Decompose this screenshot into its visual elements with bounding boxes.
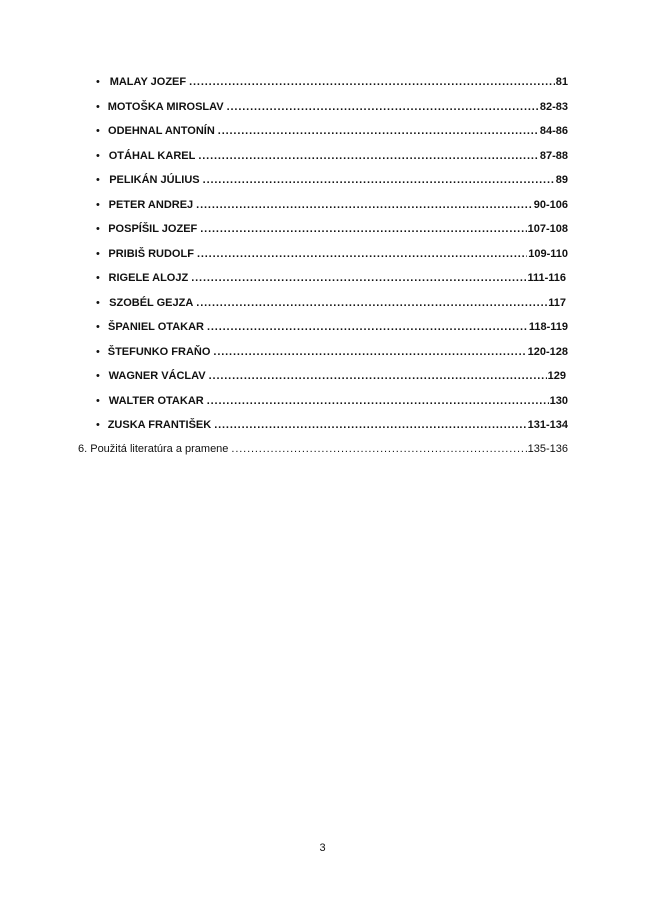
- toc-entry-name: PELIKÁN JÚLIUS: [109, 174, 200, 186]
- toc-entry-name: POSPÍŠIL JOZEF: [108, 223, 198, 235]
- toc-section-entry: [78, 441, 568, 457]
- toc-entry-pages: 120-128: [527, 346, 568, 358]
- toc-entry-name: RIGELE ALOJZ: [108, 272, 189, 284]
- toc-entry: [96, 221, 568, 237]
- dot-leader: [218, 123, 539, 139]
- toc-entry-pages: 90-106: [533, 199, 568, 211]
- dot-leader: [196, 295, 547, 311]
- toc-entry-name: WAGNER VÁCLAV: [108, 370, 206, 382]
- toc-entry-name: OTÁHAL KAREL: [108, 150, 196, 162]
- toc-entry: [96, 172, 568, 188]
- toc-entry-pages: 117: [548, 297, 566, 309]
- bullet-icon: •: [96, 321, 100, 333]
- toc-entry-name: PETER ANDREJ: [108, 199, 194, 211]
- toc-entry-pages: 131-134: [527, 419, 568, 431]
- bullet-icon: •: [96, 370, 100, 382]
- bullet-icon: •: [96, 223, 100, 235]
- toc-entry: [96, 197, 568, 213]
- toc-entry-pages: 87-88: [539, 150, 568, 162]
- bullet-icon: •: [96, 248, 100, 260]
- dot-leader: [198, 148, 539, 164]
- toc-entry-pages: 129: [547, 370, 566, 382]
- bullet-icon: •: [96, 125, 100, 137]
- toc-entry: [96, 99, 568, 115]
- bullet-icon: •: [96, 297, 100, 309]
- dot-leader: [207, 393, 549, 409]
- dot-leader: [189, 74, 555, 90]
- toc-entry-name: MALAY JOZEF: [109, 76, 187, 88]
- toc-entry-pages: 82-83: [539, 101, 568, 113]
- toc-entry-name: PRIBIŠ RUDOLF: [108, 248, 194, 260]
- toc-entry: [96, 270, 566, 286]
- dot-leader: [227, 99, 539, 115]
- dot-leader: [196, 197, 533, 213]
- dot-leader: [231, 441, 526, 457]
- bullet-icon: •: [96, 150, 100, 162]
- toc-entry-pages: 111-116: [527, 272, 566, 284]
- toc-entry-pages: 107-108: [527, 223, 568, 235]
- toc-entry-pages: 89: [555, 174, 568, 186]
- toc-entry: [96, 74, 568, 90]
- dot-leader: [213, 344, 526, 360]
- dot-leader: [203, 172, 555, 188]
- bullet-icon: •: [96, 174, 100, 186]
- dot-leader: [191, 270, 526, 286]
- toc-entry-name: ŠPANIEL OTAKAR: [108, 321, 204, 333]
- toc-entry: [96, 344, 568, 360]
- toc-entry-name: ZUSKA FRANTIŠEK: [107, 419, 212, 431]
- toc-entry-pages: 81: [555, 76, 568, 88]
- dot-leader: [197, 246, 527, 262]
- dot-leader: [214, 417, 526, 433]
- bullet-icon: •: [96, 419, 100, 431]
- bullet-icon: •: [96, 76, 100, 88]
- toc-entry: [96, 393, 568, 409]
- toc-entry: [96, 295, 566, 311]
- toc-entry-pages: 130: [549, 395, 568, 407]
- toc-entry: [96, 319, 568, 335]
- bullet-icon: •: [96, 199, 100, 211]
- toc-entry: [96, 123, 568, 139]
- toc-entry: [96, 417, 568, 433]
- toc-entry-name: ODEHNAL ANTONÍN: [108, 125, 215, 137]
- dot-leader: [207, 319, 528, 335]
- bullet-icon: •: [96, 395, 100, 407]
- toc-section-name: 6. Použitá literatúra a pramene: [78, 443, 229, 455]
- toc-entry-pages: 109-110: [528, 248, 568, 260]
- toc-section-pages: 135-136: [527, 443, 568, 455]
- toc-entry: [96, 368, 566, 384]
- toc-entry-name: ŠTEFUNKO FRAŇO: [107, 346, 211, 358]
- toc-entry-pages: 118-119: [528, 321, 568, 333]
- dot-leader: [200, 221, 526, 237]
- toc-entry-name: MOTOŠKA MIROSLAV: [107, 101, 224, 113]
- bullet-icon: •: [96, 272, 100, 284]
- toc-entry: [96, 246, 568, 262]
- page-number: 3: [319, 842, 326, 854]
- toc-entry: [96, 148, 568, 164]
- bullet-icon: •: [96, 346, 100, 358]
- toc-entry-name: WALTER OTAKAR: [108, 395, 204, 407]
- dot-leader: [209, 368, 547, 384]
- toc-entry-name: SZOBÉL GEJZA: [109, 297, 194, 309]
- toc-entry-pages: 84-86: [539, 125, 568, 137]
- bullet-icon: •: [96, 101, 100, 113]
